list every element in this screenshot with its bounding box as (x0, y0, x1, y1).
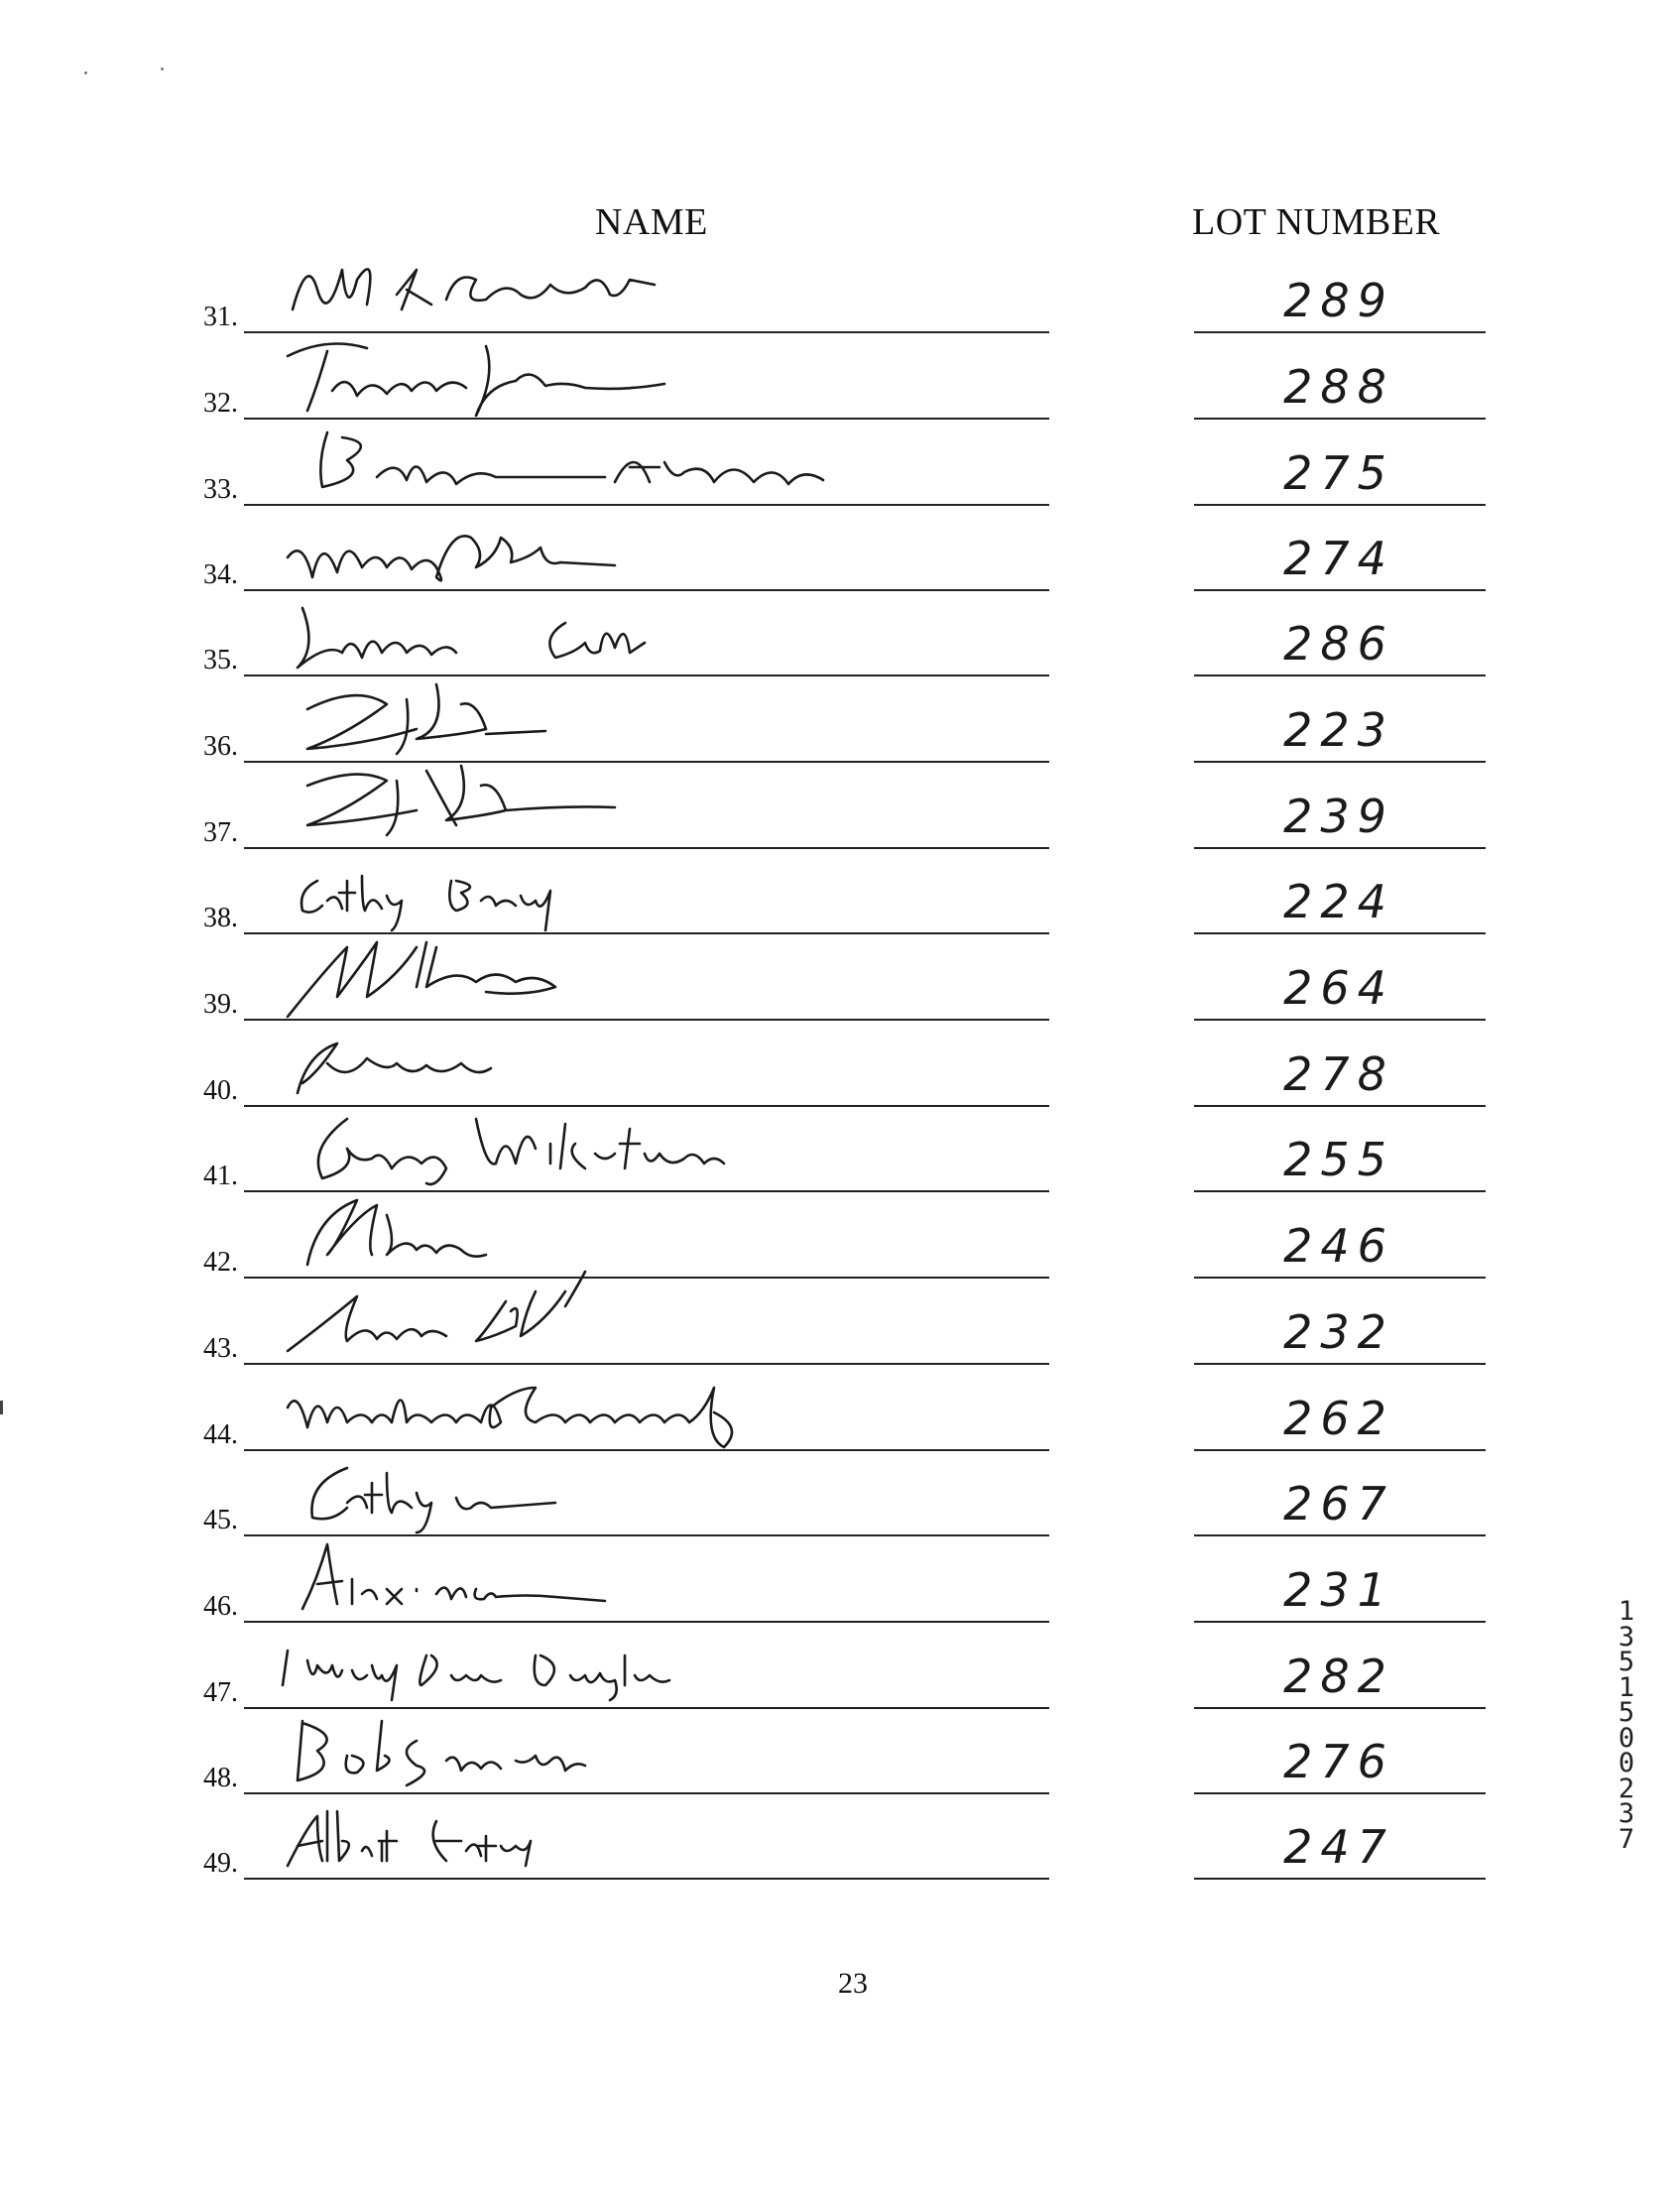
signature-row (0, 1366, 1680, 1451)
scan-speck (161, 67, 164, 70)
signature-row (0, 935, 1680, 1021)
handwritten-signature (288, 1368, 1002, 1447)
name-line (244, 931, 1049, 934)
lot-number-entry: 262 (1283, 1392, 1394, 1445)
handwritten-signature (288, 1109, 1002, 1188)
lot-line (1194, 417, 1486, 420)
lot-number-column-header: LOT NUMBER (1192, 201, 1441, 243)
row-number: 40. (203, 1075, 238, 1106)
row-number: 35. (203, 645, 238, 675)
lot-line (1194, 1362, 1486, 1365)
lot-number-entry: 264 (1283, 961, 1394, 1015)
name-line (244, 1018, 1049, 1021)
row-number: 41. (203, 1161, 238, 1191)
lot-line (1194, 1620, 1486, 1623)
name-line (244, 1620, 1049, 1623)
handwritten-signature (288, 250, 1002, 329)
handwritten-signature (288, 851, 1002, 930)
row-number: 45. (203, 1505, 238, 1535)
name-line (244, 1276, 1049, 1279)
lot-line (1194, 1276, 1486, 1279)
name-line (244, 330, 1049, 333)
handwritten-signature (288, 766, 1002, 845)
lot-line (1194, 760, 1486, 763)
lot-line (1194, 1189, 1486, 1192)
lot-line (1194, 1877, 1486, 1880)
scan-speck (84, 71, 87, 74)
row-number: 32. (203, 388, 238, 419)
row-number: 33. (203, 474, 238, 505)
signature-row (0, 334, 1680, 420)
lot-number-entry: 274 (1283, 532, 1394, 585)
lot-line (1194, 330, 1486, 333)
handwritten-signature (288, 937, 1002, 1017)
row-number: 31. (203, 302, 238, 332)
signature-row (0, 849, 1680, 934)
row-number: 43. (203, 1333, 238, 1364)
lot-number-entry: 224 (1283, 875, 1394, 928)
handwritten-signature (288, 1453, 1002, 1532)
handwritten-signature (288, 1195, 1002, 1275)
signature-row (0, 1107, 1680, 1192)
lot-number-entry: 282 (1283, 1650, 1394, 1703)
lot-number-entry: 239 (1283, 790, 1394, 843)
name-line (244, 417, 1049, 420)
handwritten-signature (288, 593, 1002, 673)
handwritten-signature (288, 1282, 1002, 1361)
signature-row (0, 1451, 1680, 1536)
lot-line (1194, 931, 1486, 934)
lot-number-entry: 286 (1283, 617, 1394, 671)
signature-row (0, 1280, 1680, 1365)
handwritten-signature (288, 1024, 1002, 1103)
name-column-header: NAME (595, 201, 708, 243)
handwritten-signature (288, 508, 1002, 587)
lot-number-entry: 223 (1283, 703, 1394, 757)
signature-row (0, 591, 1680, 676)
row-number: 38. (203, 903, 238, 933)
signature-row (0, 248, 1680, 333)
lot-number-entry: 232 (1283, 1305, 1394, 1359)
bates-number (1612, 1596, 1641, 1855)
row-number: 49. (203, 1848, 238, 1879)
name-line (244, 760, 1049, 763)
lot-line (1194, 673, 1486, 676)
lot-line (1194, 1018, 1486, 1021)
lot-number-entry: 247 (1283, 1820, 1394, 1874)
signature-row (0, 1537, 1680, 1623)
lot-number-entry: 289 (1283, 274, 1394, 327)
handwritten-signature (288, 679, 1002, 759)
row-number: 42. (203, 1247, 238, 1278)
signature-row (0, 421, 1680, 506)
signature-row (0, 764, 1680, 849)
handwritten-signature (288, 1711, 1002, 1790)
name-line (244, 1189, 1049, 1192)
signature-row (0, 1709, 1680, 1794)
row-number: 44. (203, 1419, 238, 1450)
lot-line (1194, 1533, 1486, 1536)
row-number: 36. (203, 731, 238, 762)
signature-row (0, 1794, 1680, 1880)
handwritten-signature (288, 1626, 1002, 1705)
page-number: 23 (838, 1967, 868, 2000)
row-number: 37. (203, 817, 238, 848)
row-number: 39. (203, 989, 238, 1020)
handwritten-signature (288, 336, 1002, 416)
signature-row (0, 1022, 1680, 1107)
row-number: 34. (203, 559, 238, 590)
row-number: 47. (203, 1677, 238, 1708)
name-line (244, 1362, 1049, 1365)
lot-number-entry: 278 (1283, 1047, 1394, 1101)
lot-number-entry: 267 (1283, 1477, 1394, 1531)
handwritten-signature (288, 1539, 1002, 1619)
name-line (244, 673, 1049, 676)
signature-row (0, 677, 1680, 763)
name-line (244, 1533, 1049, 1536)
handwritten-signature (288, 1796, 1002, 1876)
signature-row (0, 1624, 1680, 1709)
signature-row (0, 1193, 1680, 1279)
lot-number-entry: 246 (1283, 1219, 1394, 1273)
bates-number-text: 1351500237 (1618, 1596, 1635, 1855)
lot-number-entry: 276 (1283, 1735, 1394, 1788)
name-line (244, 1877, 1049, 1880)
row-number: 48. (203, 1763, 238, 1793)
signature-row (0, 506, 1680, 591)
lot-number-entry: 255 (1283, 1133, 1394, 1186)
row-number: 46. (203, 1591, 238, 1622)
handwritten-signature (288, 423, 1002, 502)
lot-number-entry: 288 (1283, 360, 1394, 414)
lot-number-entry: 231 (1283, 1563, 1394, 1617)
lot-number-entry: 275 (1283, 446, 1394, 500)
